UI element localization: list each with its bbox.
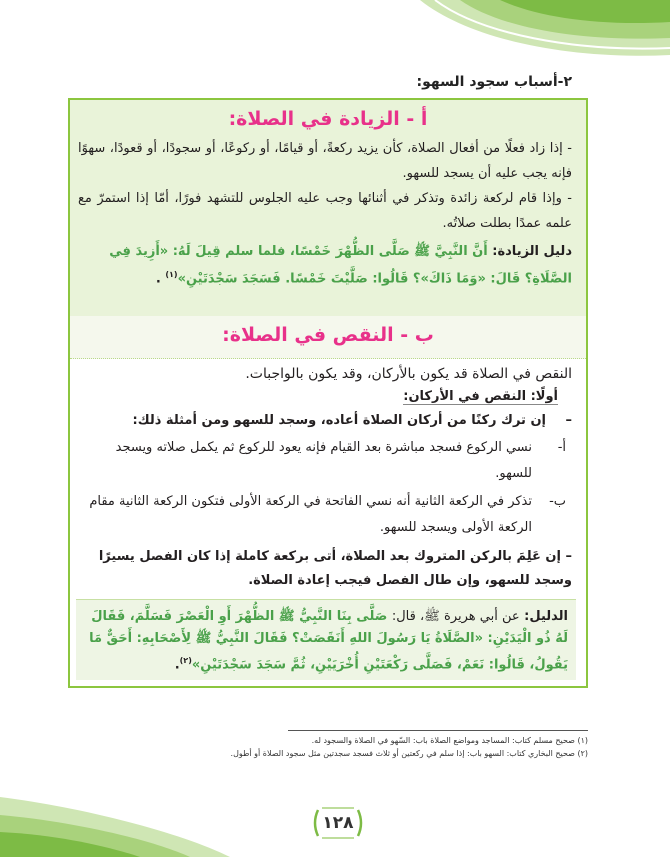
footnote-1: (١) صحيح مسلم كتاب: المساجد ومواضع الصلاة باب: السّهو في الصلاة والسجود له. xyxy=(311,736,588,745)
dalil-intro: عن أبي هريرة ﷺ، قال: xyxy=(391,609,520,624)
example-a-marker: أ- xyxy=(557,440,566,455)
evidence-label: دليل الزيادة: xyxy=(492,244,572,259)
top-corner-decoration xyxy=(350,0,670,80)
increase-evidence xyxy=(78,240,572,290)
dalil-quote: صَلَّى بِنَا النَّبِيُّ ﷺ الظُّهْرَ أَوِ الْعَصْرَ فَسَلَّمَ، فَقَالَ لَهُ ذُو الْيَدَيْنِ: «الصَّلَاةُ يَا رَسُولَ اللهِ أَنَقَصَتْ؟ فَقَالَ النَّبِيُّ ﷺ لِأَصْحَابِهِ: أَحَقٌّ مَا يَقُولُ، قَالُوا: نَعَمْ، فَصَلَّى رَكْعَتَيْنِ أُخْرَيَيْنِ، ثُمَّ سَجَدَ سَجْدَتَيْنِ» xyxy=(89,609,568,673)
footnote-ref-1: (١) xyxy=(165,270,178,279)
decrease-intro: النقص في الصلاة قد يكون بالأركان، وقد يكون بالواجبات. xyxy=(245,366,572,382)
footnote-2: (٢) صحيح البخاري كتاب: السهو باب: إذا سلم في ركعتين أو ثلاث فسجد سجدتين مثل سجود الصلاة أو أطول. xyxy=(230,749,588,758)
page-number: ١٢٨ xyxy=(322,813,354,833)
dalil-end: . xyxy=(174,657,180,673)
pillars-heading: أولًا: النقص في الأركان: xyxy=(403,389,558,404)
evidence-narration: أَنَّ النَّبِيَّ ﷺ صَلَّى الظُّهْرَ خَمْسًا، فلما سلم قِيلَ لَهُ: xyxy=(172,244,488,259)
example-b-text: تذكر في الركعة الثانية أنه نسي الفاتحة في الركعة الأولى فتكون الركعة الثانية مقام الركعة الأولى ويسجد للسهو. xyxy=(89,494,532,535)
evidence-box xyxy=(76,599,576,680)
rule-1-text: إن ترك ركنًا من أركان الصلاة أعاده، وسجد للسهو ومن أمثلة ذلك: xyxy=(132,413,546,428)
footnotes xyxy=(68,734,588,760)
bottom-corner-decoration xyxy=(0,777,300,857)
dalil-label: الدليل: xyxy=(524,609,568,624)
example-b xyxy=(78,489,572,541)
example-a xyxy=(78,435,572,487)
example-a-text: نسي الركوع فسجد مباشرة بعد القيام فإنه يعود للركوع ثم يكمل صلاته ويسجد للسهو. xyxy=(115,440,532,481)
decrease-header xyxy=(70,316,586,359)
footnote-ref-2: (٢) xyxy=(179,656,192,665)
rule-1-bullet: – xyxy=(565,413,572,428)
footnote-separator xyxy=(288,730,588,731)
evidence-quote: «أَزِيدَ فِي الصَّلَاةِ؟ قَالَ: «وَمَا ذَاكَ»؟ قَالُوا: صَلَّيْتَ خَمْسًا. فَسَجَدَ سَجْدَتَيْنِ» xyxy=(109,244,572,287)
evidence-end: . xyxy=(155,271,166,287)
rule-1 xyxy=(78,409,572,433)
increase-in-prayer-box xyxy=(68,98,588,320)
increase-paragraph-1: - إذا زاد فعلًا من أفعال الصلاة، كأن يزيد ركعةً، أو قيامًا، أو ركوعًا، أو سجودًا، أو قعودًا، سهوًا فإنه يجب عليه أن يسجد للسهو. xyxy=(78,141,572,181)
example-b-marker: ب- xyxy=(549,494,566,509)
decrease-title: ب - النقص في الصلاة: xyxy=(222,324,434,346)
rule-2: – إن عَلِمَ بالركن المتروك بعد الصلاة، أتى بركعة كاملة إذا كان الفصل يسيرًا وسجد للسهو، وإن طال الفصل فيجب إعادة الصلاة. xyxy=(98,549,572,588)
section-title: ٢-أسباب سجود السهو: xyxy=(416,74,572,90)
decrease-in-prayer-box xyxy=(68,316,588,688)
increase-title: أ - الزيادة في الصلاة: xyxy=(228,108,428,130)
evidence-text xyxy=(82,606,568,676)
increase-paragraph-2: - وإذا قام لركعة زائدة وتذكر في أثنائها وجب عليه الجلوس للتشهد فورًا، أمّا إذا استمرّ مع علمه عمدًا بطلت صلاتُه. xyxy=(78,191,572,231)
page-number-badge xyxy=(310,806,366,840)
